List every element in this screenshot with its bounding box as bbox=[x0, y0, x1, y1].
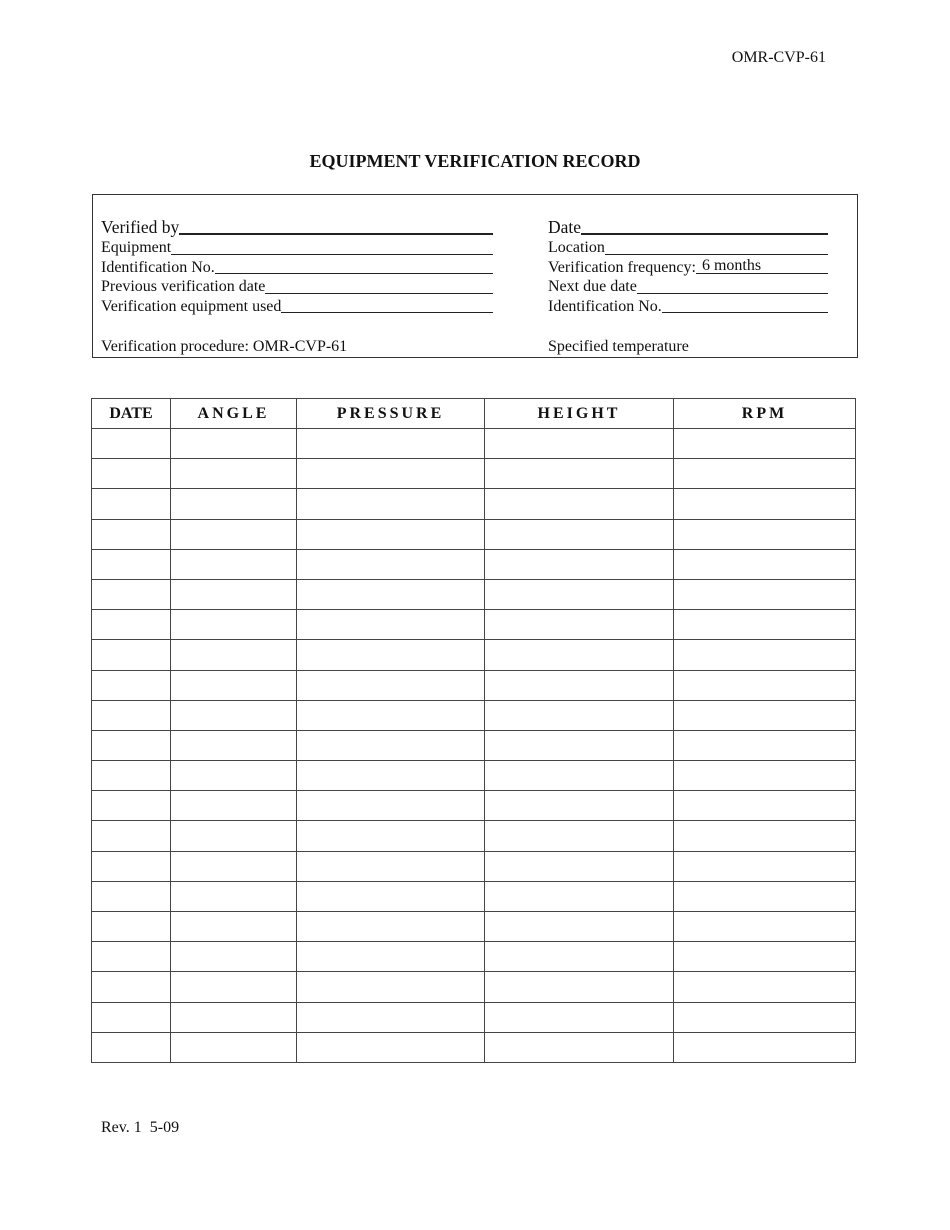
table-cell-height[interactable] bbox=[485, 851, 674, 881]
table-cell-date[interactable] bbox=[92, 912, 171, 942]
table-row bbox=[92, 942, 856, 972]
column-header-rpm: RPM bbox=[674, 399, 856, 429]
table-cell-date[interactable] bbox=[92, 459, 171, 489]
table-cell-height[interactable] bbox=[485, 429, 674, 459]
table-cell-rpm[interactable] bbox=[674, 851, 856, 881]
table-row bbox=[92, 519, 856, 549]
verification-frequency-line[interactable] bbox=[696, 258, 828, 274]
table-cell-height[interactable] bbox=[485, 700, 674, 730]
column-header-pressure: PRESSURE bbox=[297, 399, 485, 429]
table-cell-angle[interactable] bbox=[171, 821, 297, 851]
table-cell-pressure[interactable] bbox=[297, 972, 485, 1002]
table-cell-rpm[interactable] bbox=[674, 459, 856, 489]
table-cell-height[interactable] bbox=[485, 1032, 674, 1062]
location-label: Location bbox=[548, 239, 605, 256]
identification-no-line[interactable] bbox=[215, 258, 493, 274]
table-cell-pressure[interactable] bbox=[297, 489, 485, 519]
identification-no-label: Identification No. bbox=[101, 258, 215, 276]
table-row bbox=[92, 459, 856, 489]
table-cell-rpm[interactable] bbox=[674, 1032, 856, 1062]
info-left-column bbox=[101, 217, 493, 316]
column-header-angle: ANGLE bbox=[171, 399, 297, 429]
table-row bbox=[92, 1032, 856, 1062]
table-row bbox=[92, 912, 856, 942]
table-cell-pressure[interactable] bbox=[297, 579, 485, 609]
next-due-date-line[interactable] bbox=[637, 278, 828, 294]
table-cell-pressure[interactable] bbox=[297, 610, 485, 640]
table-row bbox=[92, 821, 856, 851]
verified-by-line[interactable] bbox=[179, 218, 493, 235]
right-identification-no-label: Identification No. bbox=[548, 297, 662, 315]
table-cell-rpm[interactable] bbox=[674, 670, 856, 700]
table-cell-rpm[interactable] bbox=[674, 942, 856, 972]
table-cell-rpm[interactable] bbox=[674, 700, 856, 730]
table-cell-rpm[interactable] bbox=[674, 489, 856, 519]
table-row bbox=[92, 610, 856, 640]
table-cell-height[interactable] bbox=[485, 459, 674, 489]
table-cell-angle[interactable] bbox=[171, 881, 297, 911]
table-cell-rpm[interactable] bbox=[674, 761, 856, 791]
table-cell-angle[interactable] bbox=[171, 1032, 297, 1062]
table-cell-date[interactable] bbox=[92, 700, 171, 730]
table-cell-angle[interactable] bbox=[171, 459, 297, 489]
verification-equipment-used-field[interactable] bbox=[101, 297, 493, 317]
next-due-date-field[interactable] bbox=[548, 277, 828, 297]
previous-verification-date-line[interactable] bbox=[265, 278, 493, 294]
table-cell-angle[interactable] bbox=[171, 1002, 297, 1032]
verification-frequency-value: 6 months bbox=[701, 256, 762, 274]
table-cell-date[interactable] bbox=[92, 881, 171, 911]
table-cell-date[interactable] bbox=[92, 549, 171, 579]
verified-by-field[interactable] bbox=[101, 217, 493, 238]
table-cell-height[interactable] bbox=[485, 549, 674, 579]
equipment-line[interactable] bbox=[171, 239, 493, 255]
table-cell-date[interactable] bbox=[92, 429, 171, 459]
table-cell-rpm[interactable] bbox=[674, 579, 856, 609]
table-cell-pressure[interactable] bbox=[297, 730, 485, 760]
right-identification-no-line[interactable] bbox=[662, 297, 828, 313]
table-cell-date[interactable] bbox=[92, 610, 171, 640]
table-cell-angle[interactable] bbox=[171, 670, 297, 700]
table-cell-pressure[interactable] bbox=[297, 851, 485, 881]
table-cell-pressure[interactable] bbox=[297, 519, 485, 549]
table-cell-date[interactable] bbox=[92, 1002, 171, 1032]
table-cell-date[interactable] bbox=[92, 1032, 171, 1062]
table-cell-date[interactable] bbox=[92, 489, 171, 519]
equipment-label: Equipment bbox=[101, 239, 172, 256]
table-cell-angle[interactable] bbox=[171, 429, 297, 459]
table-cell-pressure[interactable] bbox=[297, 761, 485, 791]
previous-verification-date-label: Previous verification date bbox=[101, 278, 266, 295]
table-cell-height[interactable] bbox=[485, 972, 674, 1002]
table-body bbox=[92, 429, 856, 1063]
table-cell-angle[interactable] bbox=[171, 579, 297, 609]
table-cell-angle[interactable] bbox=[171, 640, 297, 670]
table-cell-pressure[interactable] bbox=[297, 549, 485, 579]
table-row bbox=[92, 489, 856, 519]
table-cell-height[interactable] bbox=[485, 640, 674, 670]
table-cell-date[interactable] bbox=[92, 730, 171, 760]
table-header-row bbox=[92, 399, 856, 429]
table-cell-date[interactable] bbox=[92, 821, 171, 851]
table-row bbox=[92, 730, 856, 760]
table-row bbox=[92, 761, 856, 791]
table-row bbox=[92, 429, 856, 459]
table-cell-height[interactable] bbox=[485, 881, 674, 911]
table-cell-pressure[interactable] bbox=[297, 459, 485, 489]
table-cell-rpm[interactable] bbox=[674, 549, 856, 579]
table-cell-rpm[interactable] bbox=[674, 730, 856, 760]
table-cell-height[interactable] bbox=[485, 761, 674, 791]
table-row bbox=[92, 851, 856, 881]
table-row bbox=[92, 670, 856, 700]
table-cell-date[interactable] bbox=[92, 942, 171, 972]
table-cell-pressure[interactable] bbox=[297, 791, 485, 821]
table-row bbox=[92, 640, 856, 670]
table-row bbox=[92, 700, 856, 730]
table-cell-rpm[interactable] bbox=[674, 640, 856, 670]
table-cell-height[interactable] bbox=[485, 519, 674, 549]
table-cell-height[interactable] bbox=[485, 791, 674, 821]
table-cell-angle[interactable] bbox=[171, 851, 297, 881]
table-cell-date[interactable] bbox=[92, 761, 171, 791]
table-cell-angle[interactable] bbox=[171, 549, 297, 579]
table-row bbox=[92, 579, 856, 609]
column-header-height: HEIGHT bbox=[485, 399, 674, 429]
table-cell-height[interactable] bbox=[485, 610, 674, 640]
table-cell-pressure[interactable] bbox=[297, 942, 485, 972]
table-cell-pressure[interactable] bbox=[297, 912, 485, 942]
column-header-date: DATE bbox=[92, 399, 171, 429]
table-cell-height[interactable] bbox=[485, 912, 674, 942]
table-cell-pressure[interactable] bbox=[297, 881, 485, 911]
table-cell-pressure[interactable] bbox=[297, 1032, 485, 1062]
page-title: EQUIPMENT VERIFICATION RECORD bbox=[309, 151, 641, 171]
table-cell-angle[interactable] bbox=[171, 942, 297, 972]
right-identification-no-field[interactable] bbox=[548, 297, 828, 317]
verification-procedure: Verification procedure: OMR-CVP-61 bbox=[101, 338, 348, 355]
table-cell-angle[interactable] bbox=[171, 791, 297, 821]
specified-temperature: Specified temperature bbox=[548, 338, 689, 355]
table-cell-angle[interactable] bbox=[171, 700, 297, 730]
date-field[interactable] bbox=[548, 217, 828, 238]
table-cell-rpm[interactable] bbox=[674, 972, 856, 1002]
table-cell-height[interactable] bbox=[485, 730, 674, 760]
date-line[interactable] bbox=[581, 218, 828, 235]
identification-no-field[interactable] bbox=[101, 258, 493, 278]
table-cell-pressure[interactable] bbox=[297, 1002, 485, 1032]
location-field[interactable] bbox=[548, 238, 828, 258]
table-cell-angle[interactable] bbox=[171, 610, 297, 640]
table-cell-pressure[interactable] bbox=[297, 670, 485, 700]
table-cell-pressure[interactable] bbox=[297, 640, 485, 670]
table-cell-angle[interactable] bbox=[171, 730, 297, 760]
table-cell-height[interactable] bbox=[485, 821, 674, 851]
table-cell-angle[interactable] bbox=[171, 912, 297, 942]
verification-equipment-used-line[interactable] bbox=[281, 297, 493, 313]
table-cell-rpm[interactable] bbox=[674, 519, 856, 549]
table-cell-date[interactable] bbox=[92, 791, 171, 821]
table-cell-rpm[interactable] bbox=[674, 791, 856, 821]
verification-table bbox=[91, 398, 856, 1063]
location-line[interactable] bbox=[605, 239, 828, 255]
table-cell-pressure[interactable] bbox=[297, 700, 485, 730]
verification-equipment-used-label: Verification equipment used bbox=[101, 297, 282, 315]
equipment-field[interactable] bbox=[101, 238, 493, 258]
table-cell-date[interactable] bbox=[92, 640, 171, 670]
table-row bbox=[92, 972, 856, 1002]
next-due-date-label: Next due date bbox=[548, 278, 637, 295]
table-cell-height[interactable] bbox=[485, 579, 674, 609]
table-row bbox=[92, 1002, 856, 1032]
table-row bbox=[92, 881, 856, 911]
info-right-column bbox=[548, 217, 828, 316]
table-row bbox=[92, 549, 856, 579]
table-cell-angle[interactable] bbox=[171, 519, 297, 549]
table-cell-date[interactable] bbox=[92, 972, 171, 1002]
table-cell-angle[interactable] bbox=[171, 761, 297, 791]
previous-verification-date-field[interactable] bbox=[101, 277, 493, 297]
table-cell-date[interactable] bbox=[92, 579, 171, 609]
document-code: OMR-CVP-61 bbox=[731, 49, 826, 66]
table-cell-rpm[interactable] bbox=[674, 912, 856, 942]
table-cell-pressure[interactable] bbox=[297, 821, 485, 851]
verified-by-label: Verified by bbox=[101, 217, 180, 237]
table-cell-pressure[interactable] bbox=[297, 429, 485, 459]
table-cell-date[interactable] bbox=[92, 851, 171, 881]
table-cell-rpm[interactable] bbox=[674, 1002, 856, 1032]
revision-label: Rev. 1 5-09 bbox=[101, 1119, 180, 1136]
table-cell-height[interactable] bbox=[485, 670, 674, 700]
table-cell-date[interactable] bbox=[92, 670, 171, 700]
table-cell-rpm[interactable] bbox=[674, 429, 856, 459]
info-box bbox=[92, 194, 858, 358]
table-cell-angle[interactable] bbox=[171, 489, 297, 519]
table-cell-height[interactable] bbox=[485, 942, 674, 972]
table-row bbox=[92, 791, 856, 821]
table-cell-height[interactable] bbox=[485, 489, 674, 519]
verification-frequency-field[interactable] bbox=[548, 258, 828, 278]
verification-frequency-label: Verification frequency: bbox=[548, 258, 696, 276]
table-cell-date[interactable] bbox=[92, 519, 171, 549]
table-cell-rpm[interactable] bbox=[674, 821, 856, 851]
date-label: Date bbox=[548, 217, 582, 237]
table-cell-rpm[interactable] bbox=[674, 610, 856, 640]
table-cell-height[interactable] bbox=[485, 1002, 674, 1032]
table-cell-angle[interactable] bbox=[171, 972, 297, 1002]
table-cell-rpm[interactable] bbox=[674, 881, 856, 911]
